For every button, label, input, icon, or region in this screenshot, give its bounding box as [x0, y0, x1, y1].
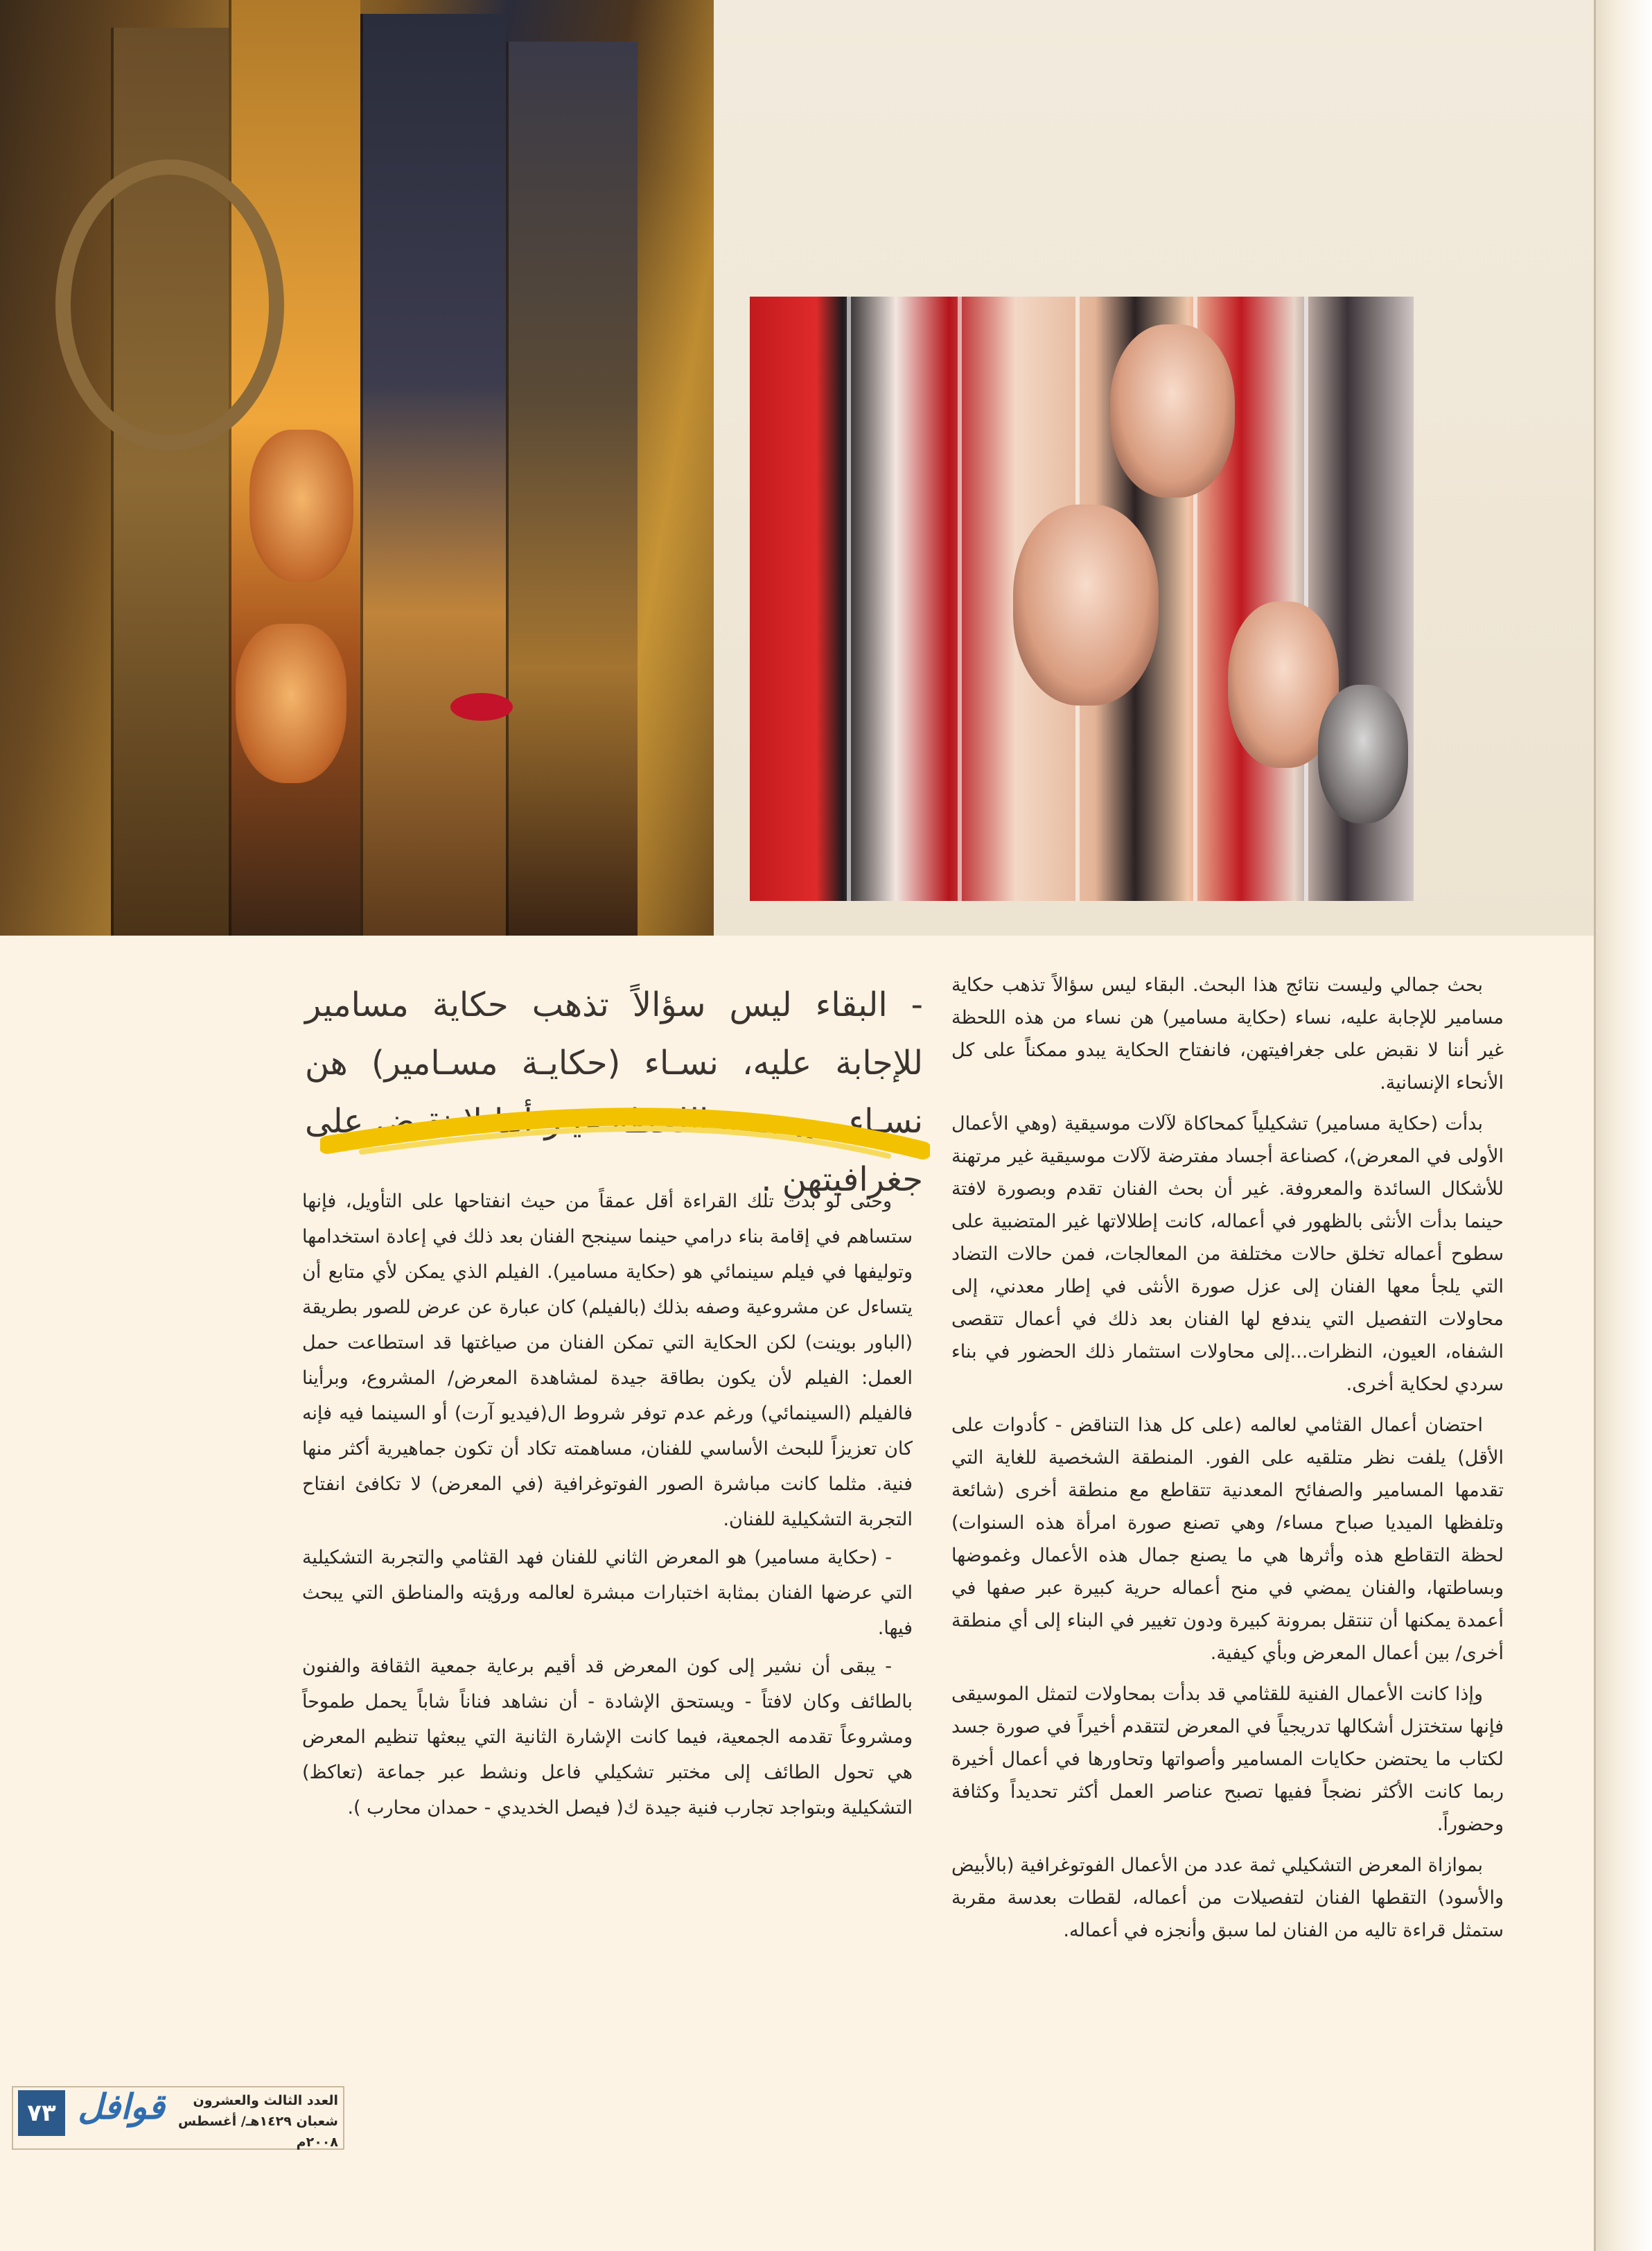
paragraph: - (حكاية مسامير) هو المعرض الثاني للفنان فهد القثامي والتجربة التشكيلية التي عرضها الفنان بمثابة اختبارات مبشرة لعالمه ورؤيته والمناطق التي يبحث فيها. [302, 1547, 913, 1639]
paragraph: - يبقى أن نشير إلى كون المعرض قد أقيم برعاية جمعية الثقافة والفنون بالطائف وكان لافتاً - ويستحق الإشادة - أن نشاهد فناناً شاباً يحمل طموحاً ومشروعاً تقدمه الجمعية، فيما كانت الإشارة الثانية التي يبعثها تنظيم المعرض هي تحول الطائف إلى مختبر تشكيلي فاعل ونشط عبر جماعة (تعاكظ) التشكيلية وبتواجد تجارب فنية جيدة ك( فيصل الخديدي - حمدان محارب ). [302, 1656, 913, 1819]
pull-quote: - البقاء ليس سؤالاً تذهب حكاية مسامير للإجابة عليه، نسـاء (حكايـة مسـامير) هن نسـاء من هـذه اللحظة غيـر أننا لا نقبض على جغرافيتهن . [305, 986, 923, 1199]
paragraph: احتضان أعمال القثامي لعالمه (على كل هذا التناقض - كأدوات على الأقل) يلفت نظر متلقيه على الفور. المنطقة الشخصية للغاية التي تقدمها المسامير والصفائح المعدنية تتقاطع مع منطقة أخرى (شائعة وتلفظها الميديا صباح مساء/ وهي تصنع صورة امرأة هذه السنوات) لحظة التقاطع هذه وأثرها هي ما يصنع جمال هذه الأعمال وغموضها وبساطتها، والفنان يمضي في منح أعماله حرية كبيرة عبر صفها في أعمدة يمكنها أن تنتقل بمرونة كبيرة ودون تغيير في البناء إلى أي منطقة أخرى/ بين أعمال المعرض وبأي كيفية. [951, 1414, 1504, 1664]
magazine-logo: قوافل [78, 2086, 165, 2127]
artwork-lips [450, 693, 513, 721]
artwork-plank [506, 42, 638, 936]
yellow-swoosh-divider [320, 1069, 930, 1173]
artwork-metal-ring [55, 159, 284, 450]
artwork-photo-nails [0, 0, 714, 936]
collage-portrait [1110, 324, 1235, 498]
collage-portrait [1318, 685, 1408, 823]
page-curl-edge [1594, 0, 1652, 2251]
article-column-left [302, 1184, 913, 1828]
collage-strip-divider [1304, 297, 1308, 901]
paragraph: وإذا كانت الأعمال الفنية للقثامي قد بدأت بمحاولات لتمثل الموسيقى فإنها ستختزل أشكالها تدريجياً في المعرض لتتقدم أخيراً في صورة جسد لكتاب ما يحتضن حكايات المسامير وأصواتها وتحاورها في أعمال أخيرة ربما كانت الأكثر نضجاً ففيها تصبح عناصر العمل أكثر تحديداً وكثافة وحضوراً. [951, 1683, 1504, 1835]
issue-info [177, 2090, 338, 2153]
artwork-face [249, 430, 353, 582]
article-column-right [951, 969, 1504, 1955]
collage-portrait [1013, 505, 1159, 706]
photo-band [0, 0, 1594, 936]
collage-strip-divider [958, 297, 962, 901]
issue-number: العدد الثالث والعشرون [193, 2093, 338, 2108]
page-number: ٧٣ [18, 2090, 65, 2136]
artwork-face [236, 624, 346, 783]
artwork-plank [360, 14, 506, 936]
paragraph: وحتى لو بدت تلك القراءة أقل عمقاً من حيث انفتاحها على التأويل، فإنها ستساهم في إقامة بناء درامي حينما سينجح الفنان بعد ذلك في إعادة استخدامها وتوليفها في فيلم سينمائي هو (حكاية مسامير). الفيلم الذي يمكن لأي متابع أن يتساءل عن مشروعية وصفه بذلك (بالفيلم) كان عبارة عن عرض للصور بطريقة (الباور بوينت) لكن الحكاية التي تمكن الفنان من صياغتها قد استطاعت حمل العمل: الفيلم لأن يكون بطاقة جيدة لمشاهدة المعرض/ المشروع، وبرأينا فالفيلم (السينمائي) ورغم عدم توفر شروط ال(فيديو آرت) أو السينما فيه فإنه كان تعزيزاً للبحث الأساسي للفنان، مساهمته تكاد أن تكون جماهيرية أكثر منها فنية. مثلما كانت مباشرة الصور الفوتوغرافية (في المعرض) لا تكافئ انفتاح التجربة التشكيلية للفنان. [302, 1191, 913, 1530]
collage-strip-divider [847, 297, 851, 901]
paragraph: بحث جمالي وليست نتائج هذا البحث. البقاء ليس سؤالاً تذهب حكاية مسامير للإجابة عليه، نساء (حكاية مسامير) هن نساء من هذه اللحظة غير أننا لا نقبض على جغرافيتهن، فانفتاح الحكاية يبدو ممكناً على كل الأنحاء الإنسانية. [951, 974, 1504, 1094]
paragraph: بموازاة المعرض التشكيلي ثمة عدد من الأعمال الفوتوغرافية (بالأبيض والأسود) التقطها الفنان لتفصيلات من أعماله، لقطات بعدسة مقربة ستمثل قراءة تاليه من الفنان لما سبق وأنجزه في أعماله. [951, 1855, 1504, 1941]
issue-date: شعبان ١٤٢٩هـ/ أغسطس ٢٠٠٨م [178, 2114, 338, 2150]
paragraph: بدأت (حكاية مسامير) تشكيلياً كمحاكاة لآلات موسيقية (وهي الأعمال الأولى في المعرض)، كصناعة أجساد مفترضة لآلات موسيقية غير مرتهنة للأشكال السائدة والمعروفة. غير أن بحث الفنان تقدم وبصورة لافتة حينما بدأت الأنثى بالظهور في أعماله، كانت إطلالاتها غير المتضبية على سطوح أعماله تخلق حالات مختلفة من المعالجات، فمن حالات التضاد التي يلجأ معها الفنان إلى عزل صورة الأنثى في إطار معدني، إلى محاولات التفصيل التي يندفع لها الفنان بعد ذلك في أعمال تتقصى الشفاه، العيون، النظرات...إلى محاولات استثمار ذلك الحضور في بناء سردي لحكاية أخرى. [951, 1113, 1504, 1395]
artwork-photo-faces-collage [750, 297, 1414, 901]
